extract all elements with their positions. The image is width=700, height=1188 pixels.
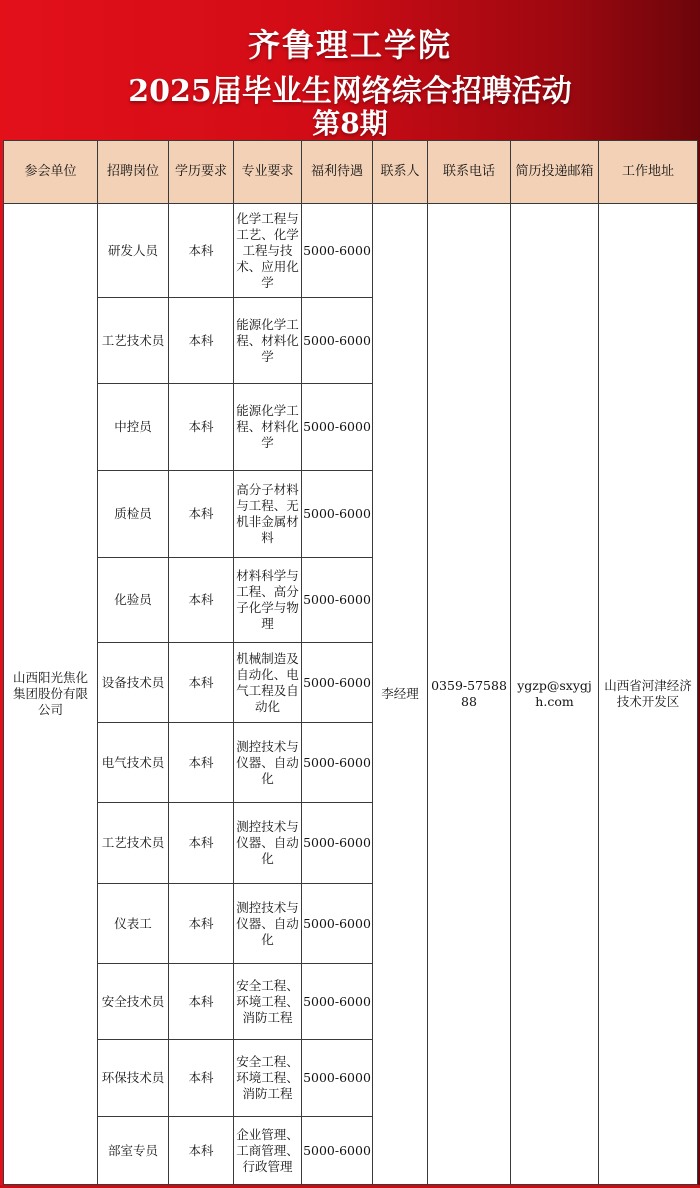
education-cell: 本科: [169, 384, 234, 471]
email-cell: ygzp@sxygjh.com: [511, 204, 599, 1185]
education-cell: 本科: [169, 1117, 234, 1185]
col-header: 专业要求: [234, 141, 302, 204]
col-header: 参会单位: [4, 141, 98, 204]
school-title: 齐鲁理工学院: [247, 26, 452, 64]
education-cell: 本科: [169, 204, 234, 298]
salary-cell: 5000-6000: [302, 204, 373, 298]
jobs-table: [3, 140, 698, 1185]
major-cell: 安全工程、环境工程、消防工程: [234, 1040, 302, 1117]
position-cell: 化验员: [98, 558, 169, 643]
education-cell: 本科: [169, 298, 234, 384]
page-header: [0, 0, 700, 140]
major-cell: 测控技术与仪器、自动化: [234, 723, 302, 803]
table-row: [4, 204, 698, 298]
education-cell: 本科: [169, 1040, 234, 1117]
col-header: 工作地址: [599, 141, 698, 204]
major-cell: 安全工程、环境工程、消防工程: [234, 964, 302, 1040]
salary-cell: 5000-6000: [302, 803, 373, 884]
position-cell: 工艺技术员: [98, 298, 169, 384]
major-cell: 测控技术与仪器、自动化: [234, 884, 302, 964]
col-header: 简历投递邮箱: [511, 141, 599, 204]
major-cell: 测控技术与仪器、自动化: [234, 803, 302, 884]
major-cell: 高分子材料与工程、无机非金属材料: [234, 471, 302, 558]
position-cell: 环保技术员: [98, 1040, 169, 1117]
position-cell: 质检员: [98, 471, 169, 558]
salary-cell: 5000-6000: [302, 1040, 373, 1117]
education-cell: 本科: [169, 643, 234, 723]
position-cell: 设备技术员: [98, 643, 169, 723]
education-cell: 本科: [169, 558, 234, 643]
salary-cell: 5000-6000: [302, 643, 373, 723]
education-cell: 本科: [169, 803, 234, 884]
salary-cell: 5000-6000: [302, 964, 373, 1040]
address-cell: 山西省河津经济技术开发区: [599, 204, 698, 1185]
education-cell: 本科: [169, 471, 234, 558]
col-header: 福利待遇: [302, 141, 373, 204]
position-cell: 电气技术员: [98, 723, 169, 803]
event-title: 2025届毕业生网络综合招聘活动: [128, 74, 572, 109]
table-header-row: [4, 141, 698, 204]
position-cell: 中控员: [98, 384, 169, 471]
major-cell: 化学工程与工艺、化学工程与技术、应用化学: [234, 204, 302, 298]
position-cell: 安全技术员: [98, 964, 169, 1040]
major-cell: 能源化学工程、材料化学: [234, 384, 302, 471]
major-cell: 机械制造及自动化、电气工程及自动化: [234, 643, 302, 723]
company-cell: 山西阳光焦化集团股份有限公司: [4, 204, 98, 1185]
position-cell: 部室专员: [98, 1117, 169, 1185]
col-header: 联系电话: [428, 141, 511, 204]
major-cell: 能源化学工程、材料化学: [234, 298, 302, 384]
contact-cell: 李经理: [373, 204, 428, 1185]
position-cell: 工艺技术员: [98, 803, 169, 884]
recruitment-sheet: [3, 140, 697, 1185]
salary-cell: 5000-6000: [302, 884, 373, 964]
phone-cell: 0359-5758888: [428, 204, 511, 1185]
salary-cell: 5000-6000: [302, 723, 373, 803]
position-cell: 研发人员: [98, 204, 169, 298]
education-cell: 本科: [169, 723, 234, 803]
education-cell: 本科: [169, 884, 234, 964]
salary-cell: 5000-6000: [302, 558, 373, 643]
col-header: 学历要求: [169, 141, 234, 204]
issue-number: 第8期: [312, 107, 388, 140]
education-cell: 本科: [169, 964, 234, 1040]
col-header: 招聘岗位: [98, 141, 169, 204]
major-cell: 企业管理、工商管理、行政管理: [234, 1117, 302, 1185]
salary-cell: 5000-6000: [302, 298, 373, 384]
major-cell: 材料科学与工程、高分子化学与物理: [234, 558, 302, 643]
col-header: 联系人: [373, 141, 428, 204]
salary-cell: 5000-6000: [302, 471, 373, 558]
position-cell: 仪表工: [98, 884, 169, 964]
salary-cell: 5000-6000: [302, 384, 373, 471]
salary-cell: 5000-6000: [302, 1117, 373, 1185]
